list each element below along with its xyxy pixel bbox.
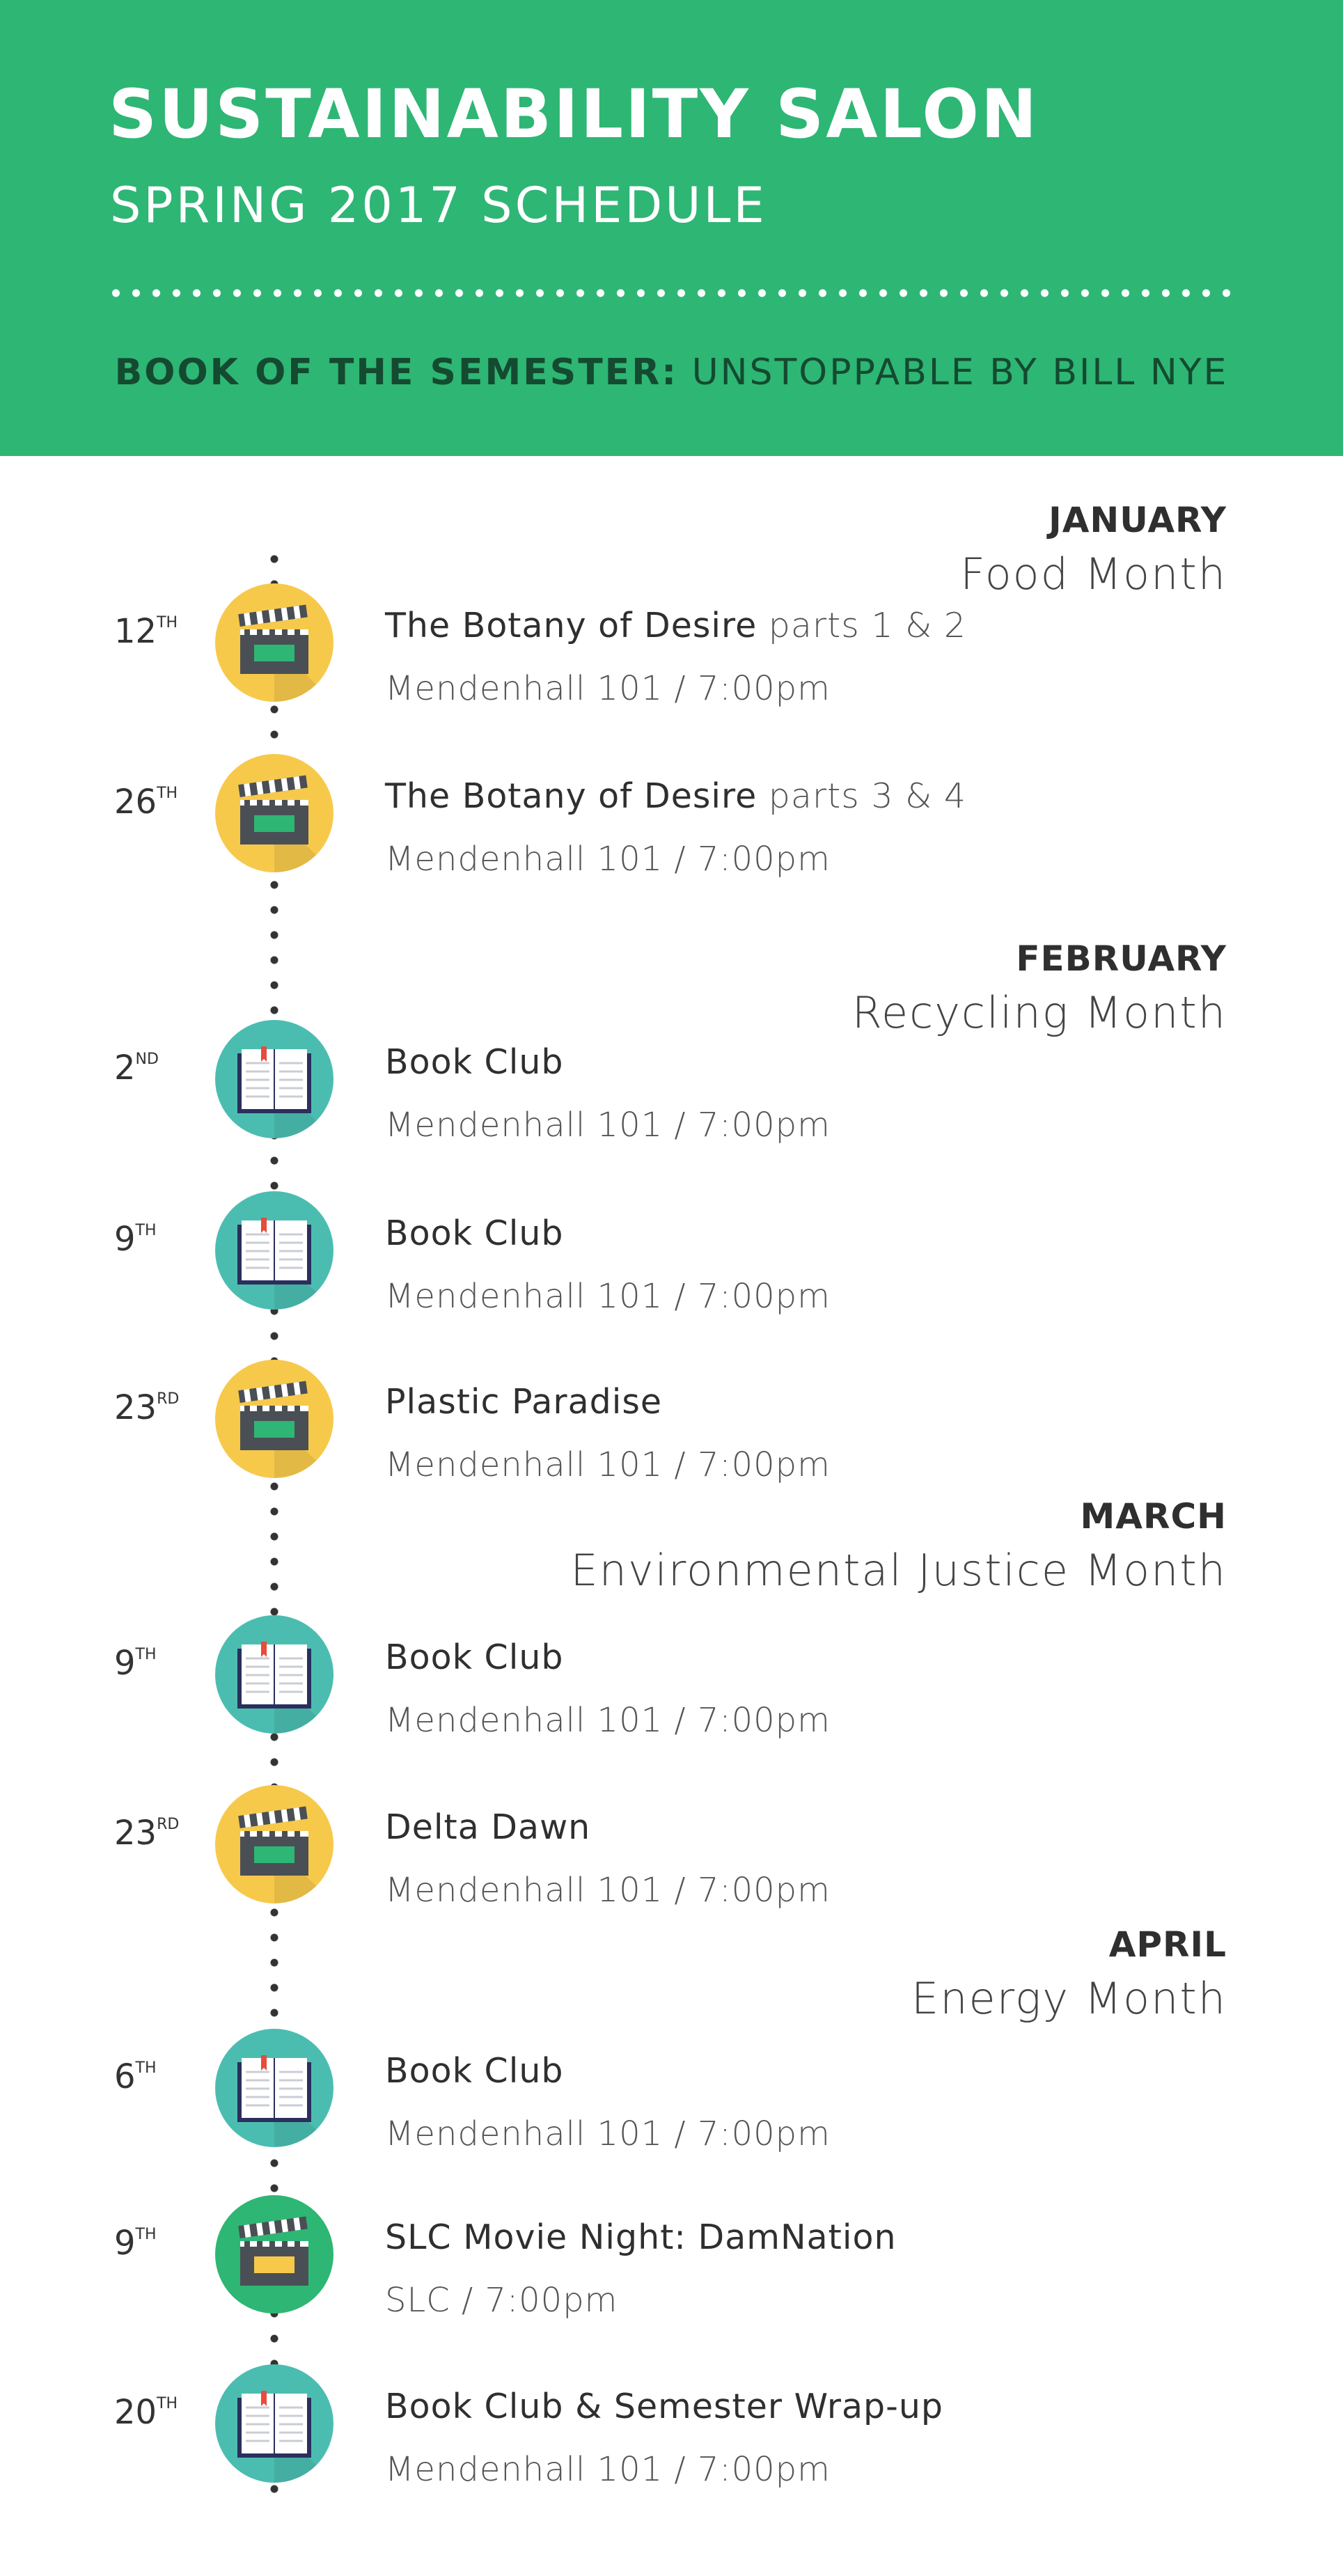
month-theme: Food Month xyxy=(960,549,1227,599)
event-date: 23RD xyxy=(114,1814,180,1853)
movie-clapperboard-green-icon xyxy=(215,2195,333,2314)
event-row xyxy=(0,599,1343,724)
event-title: The Botany of Desire parts 1 & 2 xyxy=(385,606,967,645)
open-book-icon xyxy=(215,2364,333,2483)
book-of-semester-label: BOOK OF THE SEMESTER: xyxy=(114,352,679,393)
month-theme: Recycling Month xyxy=(851,987,1227,1038)
month-heading-march xyxy=(571,1492,1227,1601)
event-row xyxy=(0,1631,1343,1756)
event-date: 9TH xyxy=(114,1220,157,1259)
event-location: Mendenhall 101 / 7:00pm xyxy=(385,840,831,879)
event-row xyxy=(0,1800,1343,1926)
open-book-icon xyxy=(215,1020,333,1138)
event-title: SLC Movie Night: DamNation xyxy=(385,2217,897,2257)
month-heading-april xyxy=(911,1920,1227,2029)
movie-clapperboard-icon xyxy=(215,1785,333,1903)
month-name: APRIL xyxy=(1108,1924,1227,1965)
event-title: Book Club xyxy=(385,1638,564,1677)
event-location: Mendenhall 101 / 7:00pm xyxy=(385,1277,831,1316)
event-location: Mendenhall 101 / 7:00pm xyxy=(385,669,831,708)
event-date: 9TH xyxy=(114,2224,157,2263)
event-title: Book Club xyxy=(385,1214,564,1253)
event-row xyxy=(0,2380,1343,2505)
event-date: 26TH xyxy=(114,783,178,822)
event-title: Book Club xyxy=(385,2051,564,2091)
page-title: SUSTAINABILITY SALON xyxy=(109,75,1039,153)
event-row xyxy=(0,2044,1343,2169)
month-theme: Environmental Justice Month xyxy=(570,1545,1227,1596)
event-date: 2ND xyxy=(114,1049,159,1087)
event-row xyxy=(0,1035,1343,1161)
event-date: 9TH xyxy=(114,1644,157,1683)
event-location: SLC / 7:00pm xyxy=(385,2281,618,2320)
open-book-icon xyxy=(215,2029,333,2147)
event-date: 6TH xyxy=(114,2057,157,2096)
event-row xyxy=(0,1375,1343,1500)
month-name: JANUARY xyxy=(1049,500,1227,540)
event-title: Book Club & Semester Wrap-up xyxy=(385,2387,943,2426)
header-banner xyxy=(0,0,1343,456)
event-title: Book Club xyxy=(385,1042,564,1082)
open-book-icon xyxy=(215,1615,333,1734)
movie-clapperboard-icon xyxy=(215,754,333,872)
book-of-semester-title: UNSTOPPABLE BY BILL NYE xyxy=(678,352,1229,393)
event-location: Mendenhall 101 / 7:00pm xyxy=(385,2114,831,2153)
month-name: FEBRUARY xyxy=(1016,938,1227,979)
event-row xyxy=(0,2210,1343,2336)
movie-clapperboard-icon xyxy=(215,1360,333,1478)
month-heading-february xyxy=(852,934,1227,1043)
event-location: Mendenhall 101 / 7:00pm xyxy=(385,1871,831,1910)
event-date: 20TH xyxy=(114,2393,178,2432)
movie-clapperboard-icon xyxy=(215,583,333,702)
event-date: 23RD xyxy=(114,1388,180,1427)
month-theme: Energy Month xyxy=(911,1973,1227,2024)
month-heading-january xyxy=(960,496,1227,604)
event-location: Mendenhall 101 / 7:00pm xyxy=(385,1445,831,1484)
month-name: MARCH xyxy=(1080,1496,1227,1537)
event-title: Delta Dawn xyxy=(385,1807,591,1847)
event-title: Plastic Paradise xyxy=(385,1382,662,1422)
book-of-semester xyxy=(0,345,1343,400)
event-title: The Botany of Desire parts 3 & 4 xyxy=(385,776,967,816)
event-location: Mendenhall 101 / 7:00pm xyxy=(385,1106,831,1145)
event-row xyxy=(0,1207,1343,1332)
event-date: 12TH xyxy=(114,612,178,651)
dotted-divider xyxy=(106,288,1236,298)
event-location: Mendenhall 101 / 7:00pm xyxy=(385,2450,831,2489)
open-book-icon xyxy=(215,1191,333,1310)
page-subtitle: SPRING 2017 SCHEDULE xyxy=(110,177,767,234)
event-location: Mendenhall 101 / 7:00pm xyxy=(385,1701,831,1740)
event-row xyxy=(0,769,1343,895)
